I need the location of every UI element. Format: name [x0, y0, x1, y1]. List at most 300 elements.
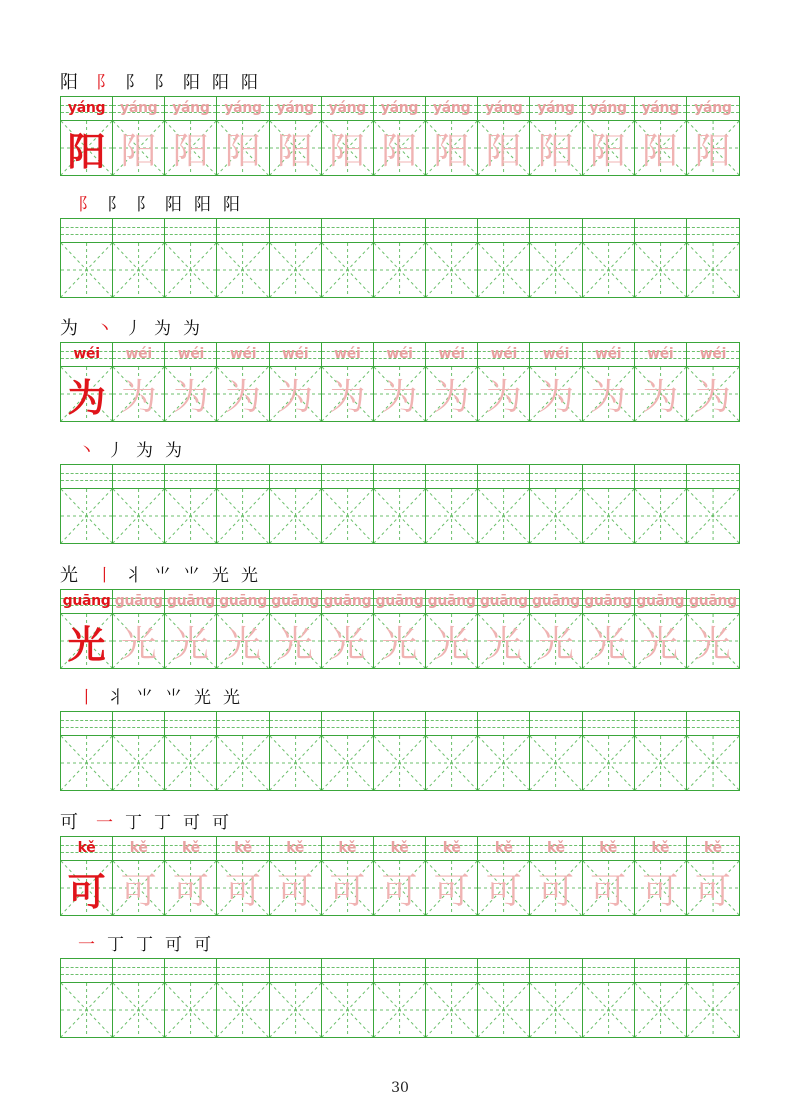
trace-character: 为 — [590, 376, 627, 418]
writing-cell[interactable] — [687, 712, 739, 790]
character-box — [270, 983, 321, 1037]
model-character: 可 — [67, 869, 106, 914]
model-character: 阳 — [67, 129, 106, 174]
pinyin-trace: wéi — [177, 346, 205, 362]
trace-character: 为 — [433, 376, 470, 418]
character-box — [687, 736, 739, 790]
tracing-cell[interactable] — [426, 343, 478, 421]
writing-cell[interactable] — [270, 959, 322, 1037]
tracing-cell[interactable] — [530, 837, 582, 915]
pinyin-box — [270, 959, 321, 983]
pinyin-box — [61, 712, 112, 736]
writing-cell[interactable] — [61, 959, 113, 1037]
mi-grid-guides — [270, 736, 321, 790]
trace-character: 为 — [537, 376, 574, 418]
mi-grid-guides — [322, 243, 373, 297]
trace-character: 为 — [172, 376, 209, 418]
stroke-order-row — [60, 438, 194, 462]
pinyin-box — [217, 712, 268, 736]
tracing-cell[interactable] — [478, 343, 530, 421]
tracing-grid — [60, 836, 740, 916]
tracing-cell[interactable] — [165, 343, 217, 421]
character-box — [61, 243, 112, 297]
mi-grid-guides — [478, 243, 529, 297]
character-box — [61, 736, 112, 790]
pinyin-box — [426, 959, 477, 983]
writing-cell[interactable] — [426, 465, 478, 543]
mi-grid-guides — [61, 736, 112, 790]
character-box — [583, 243, 634, 297]
tracing-cell[interactable] — [270, 590, 322, 668]
writing-cell[interactable] — [61, 219, 113, 297]
writing-cell[interactable] — [165, 959, 217, 1037]
writing-cell[interactable] — [322, 959, 374, 1037]
pinyin-box — [426, 219, 477, 243]
writing-cell[interactable] — [583, 219, 635, 297]
trace-character: 阳 — [537, 130, 574, 172]
stroke-step: 一 — [96, 813, 113, 833]
tracing-cell[interactable] — [426, 590, 478, 668]
stroke-step: 丬 — [125, 566, 142, 586]
mi-grid-guides — [635, 983, 686, 1037]
tracing-cell[interactable] — [374, 97, 426, 175]
pinyin-box — [113, 219, 164, 243]
model-cell[interactable] — [61, 97, 113, 175]
trace-character: 阳 — [381, 130, 418, 172]
tracing-cell[interactable] — [687, 343, 739, 421]
stroke-step: 为 — [165, 441, 182, 461]
pinyin-trace: kě — [494, 840, 513, 856]
character-box — [322, 736, 373, 790]
pinyin-box — [165, 465, 216, 489]
pinyin-box — [687, 219, 739, 243]
mi-grid-guides — [530, 736, 581, 790]
writing-cell[interactable] — [530, 959, 582, 1037]
tracing-cell[interactable] — [322, 97, 374, 175]
pinyin-box — [165, 219, 216, 243]
mi-grid-guides — [426, 736, 477, 790]
mi-grid-guides — [374, 983, 425, 1037]
pinyin-trace: wéi — [125, 346, 152, 362]
trace-character: 为 — [694, 376, 731, 418]
tracing-cell[interactable] — [322, 590, 374, 668]
character-box — [270, 243, 321, 297]
stroke-step: 光 — [241, 566, 258, 586]
trace-character: 光 — [485, 623, 522, 665]
mi-grid-guides — [583, 983, 634, 1037]
tracing-cell[interactable] — [217, 837, 269, 915]
trace-character: 可 — [225, 870, 262, 912]
pinyin-trace: wéi — [438, 346, 465, 362]
writing-cell[interactable] — [635, 219, 687, 297]
pinyin-box — [687, 712, 739, 736]
writing-cell[interactable] — [322, 712, 374, 790]
tracing-cell[interactable] — [583, 590, 635, 668]
model-cell[interactable] — [61, 343, 113, 421]
pinyin-box — [113, 959, 164, 983]
tracing-cell[interactable] — [530, 590, 582, 668]
character-box — [217, 983, 268, 1037]
character-box — [426, 983, 477, 1037]
mi-grid-guides — [583, 736, 634, 790]
trace-character: 为 — [381, 376, 418, 418]
stroke-step: 丨 — [96, 566, 113, 586]
tracing-cell[interactable] — [322, 837, 374, 915]
character-box — [113, 736, 164, 790]
stroke-order-character: 光 — [60, 565, 78, 586]
tracing-cell[interactable] — [583, 97, 635, 175]
stroke-order-character: 可 — [60, 812, 78, 833]
writing-cell[interactable] — [322, 219, 374, 297]
pinyin-trace: kě — [442, 840, 461, 856]
mi-grid-guides — [478, 736, 529, 790]
character-box — [687, 489, 739, 543]
pinyin-trace: wéi — [229, 346, 257, 362]
mi-grid-guides — [478, 983, 529, 1037]
trace-character: 为 — [485, 376, 522, 418]
writing-cell[interactable] — [113, 219, 165, 297]
writing-cell[interactable] — [687, 219, 739, 297]
stroke-step: 阳 — [183, 73, 200, 93]
mi-grid-guides — [165, 983, 216, 1037]
tracing-cell[interactable] — [583, 837, 635, 915]
pinyin-box — [530, 959, 581, 983]
writing-cell[interactable] — [217, 219, 269, 297]
mi-grid-guides — [530, 983, 581, 1037]
mi-grid-guides — [322, 983, 373, 1037]
pinyin-trace: wéi — [594, 346, 622, 362]
pinyin-box — [530, 465, 581, 489]
tracing-cell[interactable] — [113, 343, 165, 421]
character-box — [270, 489, 321, 543]
tracing-cell[interactable] — [687, 97, 739, 175]
writing-cell[interactable] — [270, 712, 322, 790]
writing-cell[interactable] — [687, 465, 739, 543]
tracing-cell[interactable] — [530, 97, 582, 175]
writing-cell[interactable] — [530, 712, 582, 790]
pinyin-trace: yáng — [276, 100, 314, 116]
tracing-cell[interactable] — [583, 343, 635, 421]
trace-character: 阳 — [120, 130, 157, 172]
character-box — [217, 243, 268, 297]
tracing-cell[interactable] — [687, 837, 739, 915]
mi-grid-guides — [635, 736, 686, 790]
writing-cell[interactable] — [113, 959, 165, 1037]
writing-cell[interactable] — [583, 465, 635, 543]
tracing-cell[interactable] — [270, 343, 322, 421]
mi-grid-guides — [635, 489, 686, 543]
trace-character: 可 — [381, 870, 418, 912]
pinyin-trace: kě — [704, 840, 722, 856]
tracing-cell[interactable] — [478, 590, 530, 668]
tracing-cell[interactable] — [270, 837, 322, 915]
character-box — [217, 489, 268, 543]
model-character: 光 — [67, 622, 106, 667]
character-box — [478, 243, 529, 297]
tracing-cell[interactable] — [374, 343, 426, 421]
tracing-cell[interactable] — [635, 590, 687, 668]
character-box — [635, 736, 686, 790]
writing-cell[interactable] — [374, 959, 426, 1037]
character-box — [478, 736, 529, 790]
pinyin-box — [374, 465, 425, 489]
tracing-cell[interactable] — [635, 837, 687, 915]
pinyin-trace: yáng — [432, 100, 471, 116]
tracing-cell[interactable] — [217, 343, 269, 421]
writing-cell[interactable] — [583, 712, 635, 790]
trace-character: 阳 — [225, 130, 262, 172]
pinyin-box — [113, 465, 164, 489]
tracing-cell[interactable] — [165, 837, 217, 915]
stroke-step: 丶 — [96, 319, 113, 339]
writing-cell[interactable] — [530, 465, 582, 543]
tracing-cell[interactable] — [426, 97, 478, 175]
practice-grid — [60, 464, 740, 544]
tracing-cell[interactable] — [113, 590, 165, 668]
trace-character: 可 — [642, 870, 679, 912]
stroke-step: 阝 — [125, 73, 142, 93]
pinyin-box — [635, 959, 686, 983]
character-box — [583, 736, 634, 790]
mi-grid-guides — [61, 489, 112, 543]
tracing-cell[interactable] — [374, 590, 426, 668]
pinyin-box — [61, 219, 112, 243]
trace-character: 可 — [172, 870, 209, 912]
pinyin-trace: guāng — [531, 593, 580, 609]
pinyin-trace: kě — [234, 840, 252, 856]
trace-character: 光 — [329, 623, 366, 665]
tracing-grid — [60, 96, 740, 176]
writing-cell[interactable] — [635, 465, 687, 543]
practice-grid — [60, 711, 740, 791]
pinyin-box — [165, 959, 216, 983]
trace-character: 光 — [694, 623, 731, 665]
mi-grid-guides — [61, 983, 112, 1037]
character-box — [113, 243, 164, 297]
pinyin-trace: guāng — [479, 593, 528, 609]
mi-grid-guides — [113, 243, 164, 297]
stroke-step: 丶 — [78, 441, 95, 461]
tracing-cell[interactable] — [270, 97, 322, 175]
stroke-step: ⺌ — [154, 566, 171, 586]
writing-cell[interactable] — [322, 465, 374, 543]
writing-cell[interactable] — [61, 465, 113, 543]
mi-grid-guides — [583, 243, 634, 297]
trace-character: 光 — [433, 623, 470, 665]
stroke-order-row — [60, 932, 223, 956]
mi-grid-guides — [322, 489, 373, 543]
pinyin-label: yáng — [67, 100, 106, 116]
character-box — [270, 736, 321, 790]
mi-grid-guides — [687, 983, 739, 1037]
mi-grid-guides — [687, 243, 739, 297]
trace-character: 光 — [590, 623, 627, 665]
writing-cell[interactable] — [165, 465, 217, 543]
writing-cell[interactable] — [426, 219, 478, 297]
writing-cell[interactable] — [687, 959, 739, 1037]
pinyin-box — [165, 712, 216, 736]
pinyin-label: wéi — [73, 346, 100, 362]
pinyin-trace: wéi — [699, 346, 727, 362]
writing-cell[interactable] — [635, 959, 687, 1037]
tracing-cell[interactable] — [322, 343, 374, 421]
pinyin-trace: guāng — [323, 593, 372, 609]
stroke-step: ⺌ — [136, 688, 153, 708]
pinyin-box — [583, 465, 634, 489]
pinyin-box — [583, 712, 634, 736]
pinyin-trace: kě — [547, 840, 565, 856]
mi-grid-guides — [687, 736, 739, 790]
pinyin-trace: kě — [390, 840, 409, 856]
mi-grid-guides — [322, 736, 373, 790]
writing-cell[interactable] — [635, 712, 687, 790]
pinyin-box — [322, 959, 373, 983]
tracing-cell[interactable] — [426, 837, 478, 915]
tracing-cell[interactable] — [478, 97, 530, 175]
trace-character: 为 — [120, 376, 157, 418]
mi-grid-guides — [270, 489, 321, 543]
tracing-cell[interactable] — [687, 590, 739, 668]
pinyin-box — [61, 465, 112, 489]
writing-cell[interactable] — [530, 219, 582, 297]
trace-character: 阳 — [590, 130, 627, 172]
writing-cell[interactable] — [113, 465, 165, 543]
writing-cell[interactable] — [270, 465, 322, 543]
mi-grid-guides — [478, 489, 529, 543]
trace-character: 可 — [694, 870, 731, 912]
tracing-cell[interactable] — [165, 590, 217, 668]
tracing-cell[interactable] — [217, 590, 269, 668]
tracing-cell[interactable] — [113, 97, 165, 175]
character-box — [165, 243, 216, 297]
pinyin-box — [374, 712, 425, 736]
trace-character: 阳 — [433, 130, 470, 172]
character-box — [113, 489, 164, 543]
stroke-step: 阳 — [241, 73, 258, 93]
writing-cell[interactable] — [478, 219, 530, 297]
stroke-step: 阳 — [194, 195, 211, 215]
mi-grid-guides — [165, 489, 216, 543]
stroke-order-character: 为 — [60, 318, 78, 339]
model-cell[interactable] — [61, 590, 113, 668]
mi-grid-guides — [61, 243, 112, 297]
trace-character: 光 — [225, 623, 262, 665]
writing-cell[interactable] — [113, 712, 165, 790]
trace-character: 阳 — [329, 130, 366, 172]
writing-cell[interactable] — [374, 712, 426, 790]
stroke-step: 为 — [154, 319, 171, 339]
writing-cell[interactable] — [374, 219, 426, 297]
character-box — [687, 243, 739, 297]
writing-cell[interactable] — [478, 712, 530, 790]
stroke-order-row — [60, 810, 241, 834]
writing-cell[interactable] — [583, 959, 635, 1037]
mi-grid-guides — [687, 489, 739, 543]
tracing-cell[interactable] — [113, 837, 165, 915]
model-character: 为 — [67, 375, 106, 420]
character-box — [322, 243, 373, 297]
pinyin-trace: guāng — [636, 593, 685, 609]
mi-grid-guides — [217, 243, 268, 297]
stroke-step: 光 — [212, 566, 229, 586]
pinyin-box — [478, 219, 529, 243]
pinyin-box — [635, 219, 686, 243]
pinyin-trace: yáng — [485, 100, 523, 116]
stroke-step: ⺌ — [183, 566, 200, 586]
stroke-step: 阝 — [96, 73, 113, 93]
pinyin-box — [374, 959, 425, 983]
writing-cell[interactable] — [165, 219, 217, 297]
writing-cell[interactable] — [217, 712, 269, 790]
mi-grid-guides — [426, 243, 477, 297]
pinyin-box — [530, 219, 581, 243]
writing-cell[interactable] — [61, 712, 113, 790]
stroke-step: 阳 — [165, 195, 182, 215]
stroke-step: 阝 — [154, 73, 171, 93]
pinyin-trace: guāng — [584, 593, 633, 609]
writing-cell[interactable] — [478, 959, 530, 1037]
writing-cell[interactable] — [426, 959, 478, 1037]
mi-grid-guides — [583, 489, 634, 543]
tracing-cell[interactable] — [530, 343, 582, 421]
mi-grid-guides — [270, 983, 321, 1037]
tracing-cell[interactable] — [635, 343, 687, 421]
trace-character: 光 — [277, 623, 314, 665]
writing-cell[interactable] — [374, 465, 426, 543]
pinyin-box — [61, 959, 112, 983]
model-cell[interactable] — [61, 837, 113, 915]
stroke-step: 丁 — [107, 935, 124, 955]
character-box — [322, 489, 373, 543]
trace-character: 阳 — [694, 130, 731, 172]
writing-cell[interactable] — [478, 465, 530, 543]
writing-cell[interactable] — [217, 465, 269, 543]
character-box — [530, 736, 581, 790]
tracing-cell[interactable] — [217, 97, 269, 175]
pinyin-box — [270, 465, 321, 489]
pinyin-trace: guāng — [166, 593, 215, 609]
character-box — [426, 489, 477, 543]
pinyin-trace: yáng — [120, 100, 158, 116]
stroke-order-row — [60, 70, 270, 94]
character-box — [478, 983, 529, 1037]
stroke-step: 可 — [212, 813, 229, 833]
mi-grid-guides — [374, 489, 425, 543]
pinyin-box — [426, 712, 477, 736]
trace-character: 光 — [120, 623, 157, 665]
pinyin-box — [478, 959, 529, 983]
stroke-order-row — [60, 192, 252, 216]
writing-cell[interactable] — [270, 219, 322, 297]
writing-cell[interactable] — [217, 959, 269, 1037]
tracing-grid — [60, 342, 740, 422]
character-box — [635, 243, 686, 297]
character-box — [374, 243, 425, 297]
stroke-step: 阝 — [78, 195, 95, 215]
stroke-step: 丿 — [125, 319, 142, 339]
tracing-cell[interactable] — [165, 97, 217, 175]
pinyin-trace: wéi — [386, 346, 413, 362]
mi-grid-guides — [635, 243, 686, 297]
tracing-cell[interactable] — [374, 837, 426, 915]
tracing-cell[interactable] — [478, 837, 530, 915]
writing-cell[interactable] — [426, 712, 478, 790]
character-box — [165, 983, 216, 1037]
mi-grid-guides — [113, 489, 164, 543]
writing-cell[interactable] — [165, 712, 217, 790]
tracing-cell[interactable] — [635, 97, 687, 175]
pinyin-trace: guāng — [114, 593, 163, 609]
